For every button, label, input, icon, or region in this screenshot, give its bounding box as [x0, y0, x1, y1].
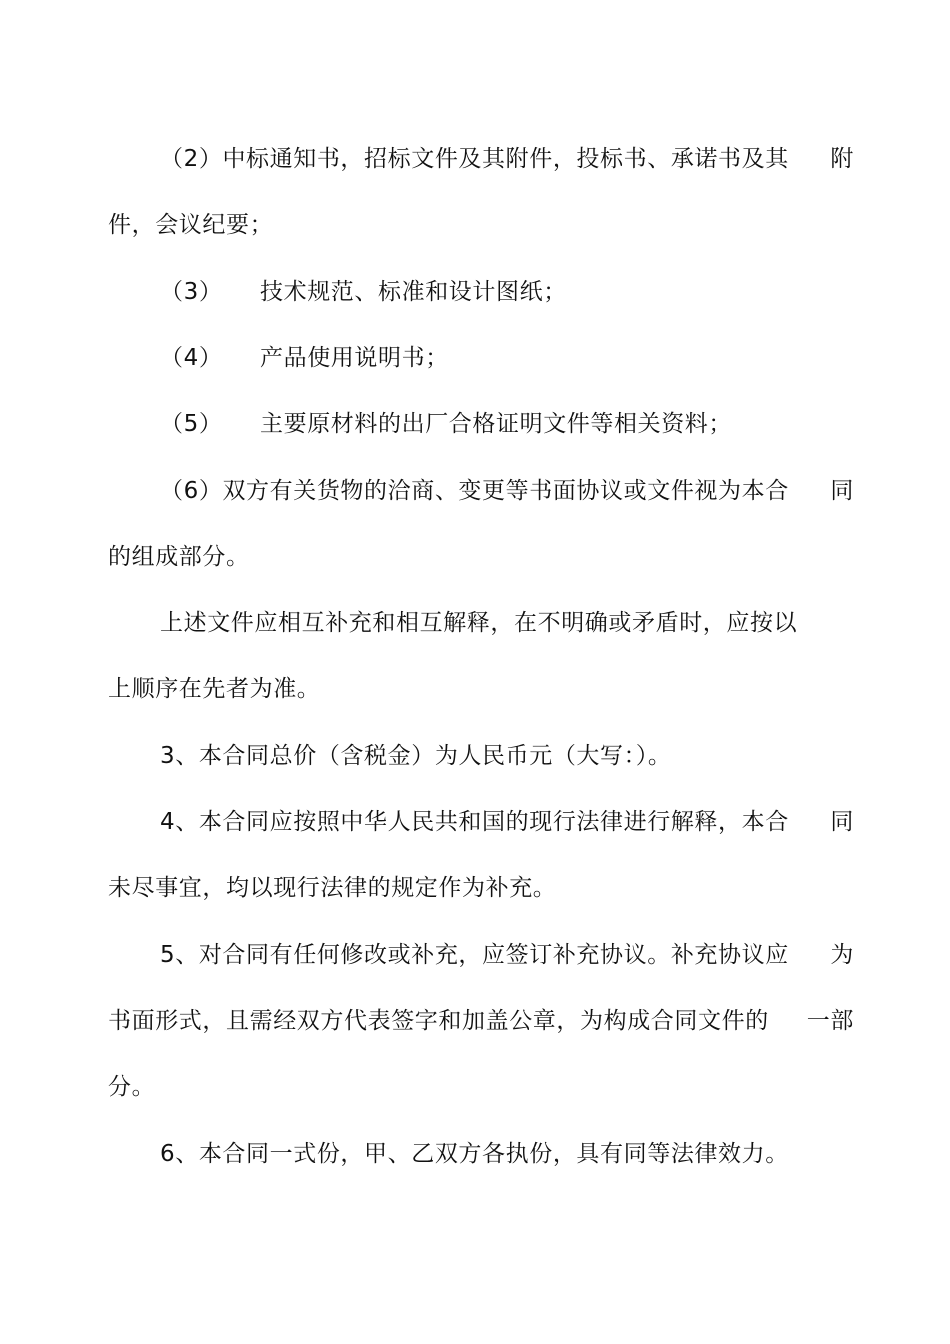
clause-4-line-2: 未尽事宜，均以现行法律的规定作为补充。	[108, 875, 557, 901]
clause-5-line-2-end: 一部	[806, 1008, 854, 1034]
item-2-text: 中标通知书，招标文件及其附件，投标书、承诺书及其	[222, 146, 789, 172]
clause-3: 3、本合同总价（含税金）为人民币元（大写：）。	[160, 743, 672, 769]
clause-6: 6、本合同一式份，甲、乙双方各执份，具有同等法律效力。	[160, 1141, 789, 1167]
item-5	[160, 409, 910, 439]
clause-5-line-3: 分。	[108, 1074, 156, 1100]
clause-4-text: 4、本合同应按照中华人民共和国的现行法律进行解释，本合	[160, 809, 789, 835]
item-5-label: （5）	[160, 411, 223, 437]
item-6-line-2: 的组成部分。	[108, 544, 250, 570]
clause-4-line-end: 同	[830, 809, 854, 835]
item-3	[160, 277, 910, 307]
item-5-text: 主要原材料的出厂合格证明文件等相关资料；	[260, 411, 732, 437]
item-2-line-2: 件，会议纪要；	[108, 212, 274, 238]
item-6-line-end: 同	[830, 478, 854, 504]
order-note-line-2: 上顺序在先者为准。	[108, 676, 321, 702]
clause-5-line-2-text: 书面形式，且需经双方代表签字和加盖公章，为构成合同文件的	[108, 1008, 769, 1034]
item-6-text: 双方有关货物的洽商、变更等书面协议或文件视为本合	[222, 478, 789, 504]
item-4	[160, 343, 910, 373]
item-4-text: 产品使用说明书；	[260, 345, 449, 371]
order-note-line-1: 上述文件应相互补充和相互解释，在不明确或矛盾时，应按以	[160, 610, 798, 636]
item-2-line-1	[160, 144, 854, 174]
clause-5-line-1	[160, 940, 854, 970]
clause-5-text: 5、对合同有任何修改或补充，应签订补充协议。补充协议应	[160, 942, 789, 968]
item-2-label: （2）	[160, 146, 223, 172]
clause-4-line-1	[160, 807, 854, 837]
item-4-label: （4）	[160, 345, 223, 371]
item-6-label: （6）	[160, 478, 223, 504]
clause-5-line-end: 为	[830, 942, 854, 968]
clause-5-line-2	[108, 1006, 854, 1036]
item-6-line-1	[160, 476, 854, 506]
item-3-label: （3）	[160, 279, 223, 305]
item-2-line-end: 附	[830, 146, 854, 172]
item-3-text: 技术规范、标准和设计图纸；	[260, 279, 567, 305]
